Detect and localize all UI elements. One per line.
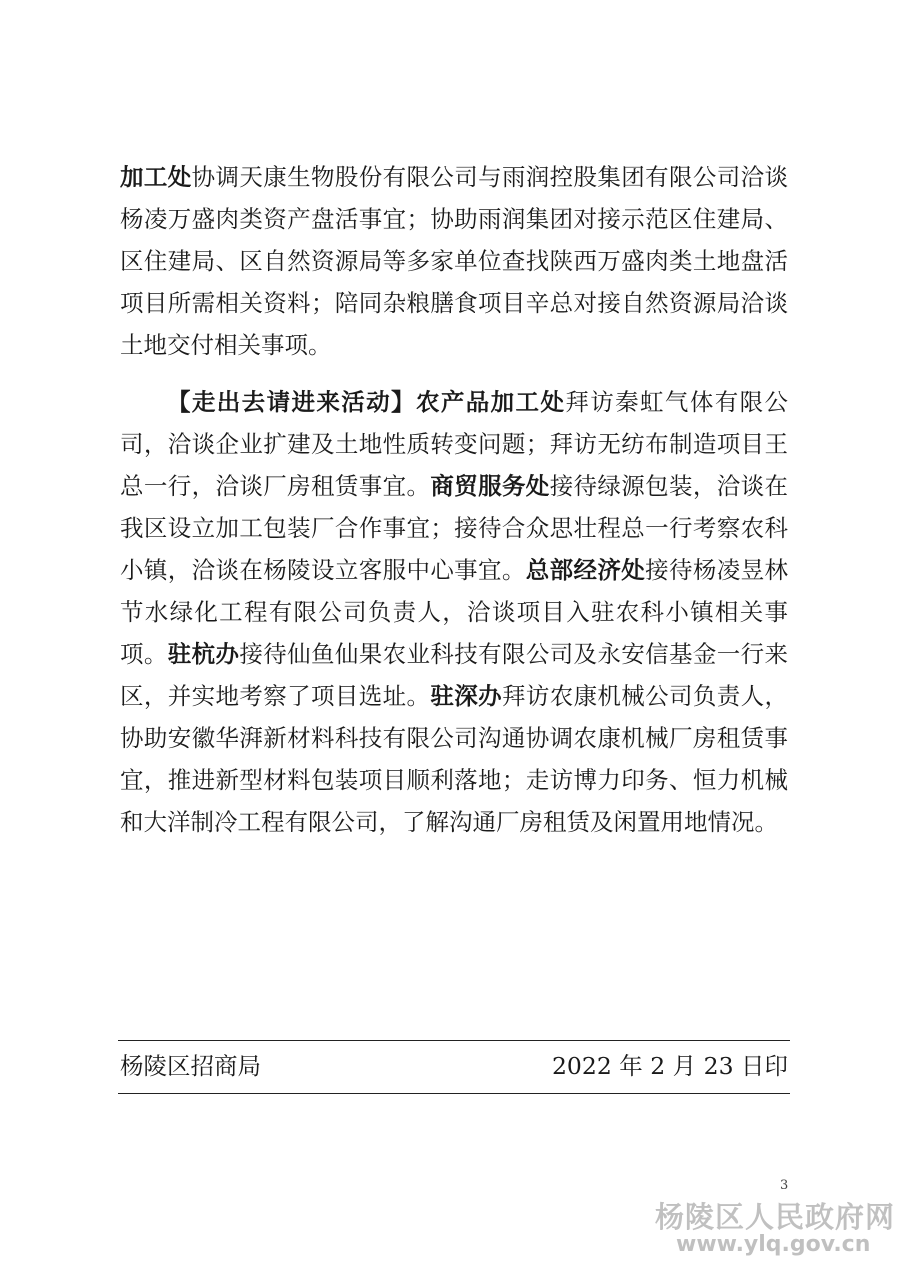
- dept-label-hangzhou-office: 驻杭办: [167, 640, 240, 668]
- segment-body: 接待杨凌昱林节水绿化工程有限公司负责人，洽谈项目入驻农科小镇相关事项。: [120, 556, 789, 668]
- dept-label-shenzhen-office: 驻深办: [430, 682, 502, 710]
- paragraph-processing-office: [120, 156, 788, 366]
- paragraph-activities: [120, 381, 788, 843]
- dept-label-commerce: 商贸服务处: [430, 472, 550, 500]
- segment-body: 拜访秦虹气体有限公司，洽谈企业扩建及土地性质转变问题；拜访无纺布制造项目王总一行，洽谈厂房租赁事宜。: [120, 388, 789, 500]
- segment-body: 接待绿源包装，洽谈在我区设立加工包装厂合作事宜；接待合众思壮程总一行考察农科小镇，洽谈在杨陵设立客服中心事宜。: [120, 472, 789, 584]
- dept-label-hq-economy: 总部经济处: [525, 556, 646, 584]
- segment-body: 接待仙鱼仙果农业科技有限公司及永安信基金一行来区，并实地考察了项目选址。: [120, 640, 789, 710]
- document-footer: [118, 1040, 790, 1094]
- dept-label-agri-processing: 农产品加工处: [415, 388, 566, 416]
- dept-label-processing: 加工处: [120, 163, 192, 191]
- activity-tag: 【走出去请进来活动】: [167, 388, 416, 416]
- segment-body: 拜访农康机械公司负责人，协助安徽华湃新材料科技有限公司沟通协调农康机械厂房租赁事宜，推进新型材料包装项目顺利落地；走访博力印务、恒力机械和大洋制冷工程有限公司，了解沟通厂房租赁及闲置用地情况。: [120, 682, 789, 836]
- paragraph-body: 协调天康生物股份有限公司与雨润控股集团有限公司洽谈杨凌万盛肉类资产盘活事宜；协助雨润集团对接示范区住建局、区住建局、区自然资源局等多家单位查找陕西万盛肉类土地盘活项目所需相关资料；陪同杂粮膳食项目辛总对接自然资源局洽谈土地交付相关事项。: [120, 163, 789, 359]
- issuer-name: 杨陵区招商局: [120, 1052, 261, 1080]
- print-date: 2022 年 2 月 23 日印: [551, 1052, 788, 1080]
- watermark-url: www.ylq.gov.cn: [676, 1232, 871, 1257]
- watermark-site-name: 杨陵区人民政府网: [655, 1200, 896, 1234]
- page-number: 3: [780, 1178, 789, 1193]
